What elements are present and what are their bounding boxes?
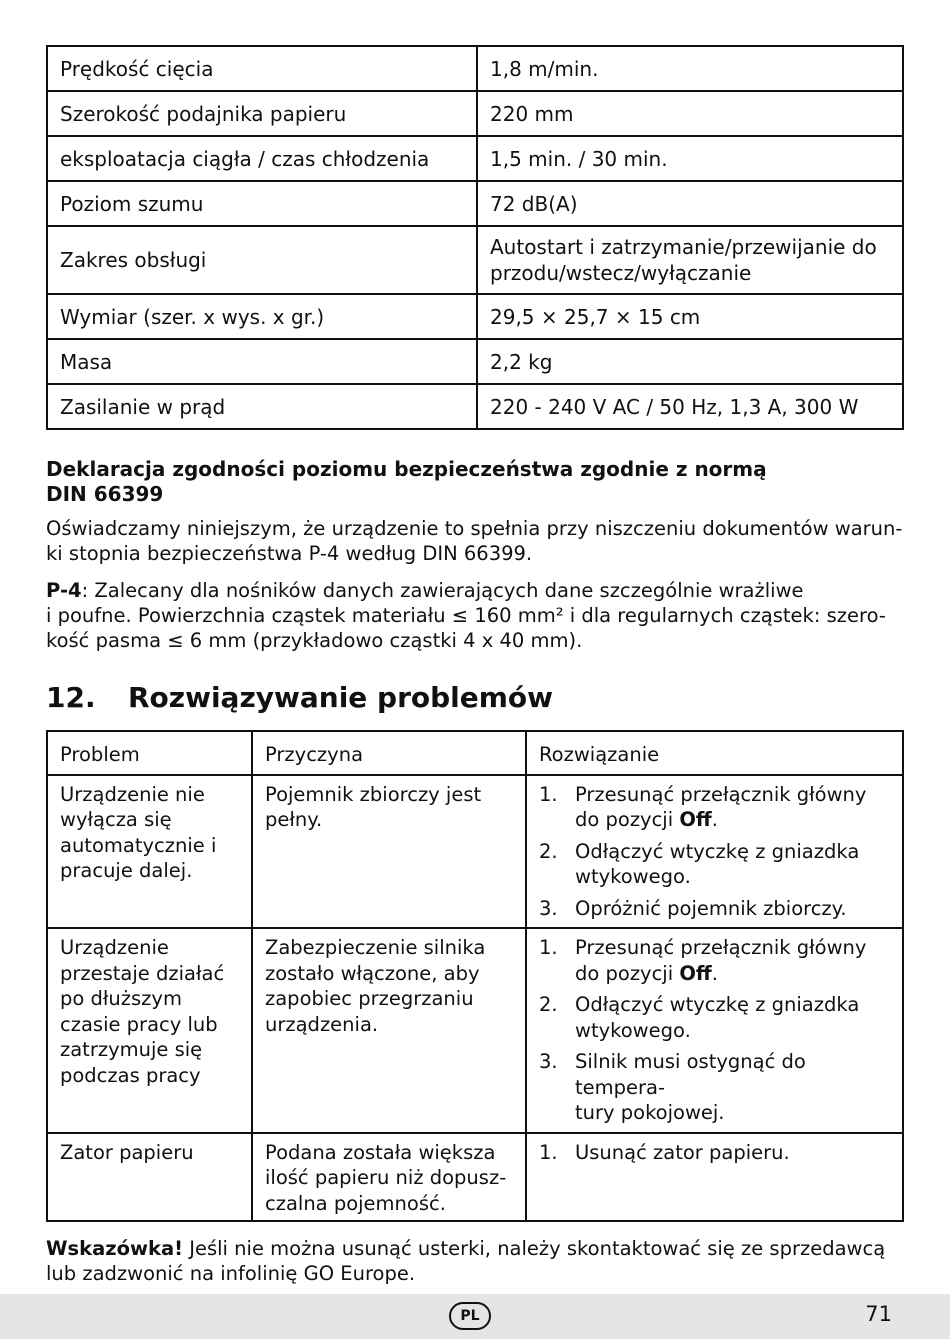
spec-row <box>47 136 903 181</box>
step-number: 1. <box>539 782 558 806</box>
spec-value: 220 - 240 V AC / 50 Hz, 1,3 A, 300 W <box>477 384 903 429</box>
paragraph-line: Oświadczamy niniejszym, że urządzenie to spełnia przy niszczeniu dokumentów warun- <box>46 517 903 540</box>
step-text: do pozycji <box>575 808 680 831</box>
paragraph-line: kość pasma ≤ 6 mm (przykładowo cząstki 4 x 40 mm). <box>46 629 583 652</box>
specifications-table <box>46 45 904 430</box>
step-text: . <box>711 961 718 985</box>
table-row <box>47 775 903 929</box>
cell-line: automatycznie i <box>60 833 217 857</box>
step-text: . <box>711 808 718 831</box>
cell-line: przestaje działać <box>60 961 225 985</box>
step-number: 1. <box>539 936 558 959</box>
spec-row <box>47 226 903 294</box>
hint-text: lub zadzwonić na infolinię GO Europe. <box>46 1262 416 1285</box>
troubleshooting-table <box>46 730 904 1222</box>
step-text: wtykowego. <box>575 865 691 888</box>
problem-cell <box>47 928 252 1133</box>
cell-line: zatrzymuje się <box>60 1038 203 1061</box>
solution-step <box>539 839 890 890</box>
cell-line: po dłuższym <box>60 987 182 1010</box>
spec-row <box>47 294 903 339</box>
paragraph-line: : Zalecany dla nośników danych zawierających dane szczególnie wrażliwe <box>81 579 804 602</box>
cell-line: Pojemnik zbiorczy jest <box>265 782 482 806</box>
language-badge: PL <box>449 1302 491 1330</box>
cell-line: podczas pracy <box>60 1063 201 1087</box>
cell-line: Urządzenie <box>60 936 169 959</box>
spec-row <box>47 339 903 384</box>
section-number: 12. <box>46 681 96 714</box>
paragraph-line: i poufne. Powierzchnia cząstek materiału ≤ 160 mm² i dla regularnych cząstek: szero- <box>46 604 886 627</box>
solution-steps <box>539 782 890 922</box>
step-text: tury pokojowej. <box>575 1101 725 1124</box>
spec-label: Masa <box>47 339 477 384</box>
spec-value: 1,5 min. / 30 min. <box>477 136 903 181</box>
spec-row <box>47 181 903 226</box>
step-text: Odłączyć wtyczkę z gniazdka <box>575 839 860 863</box>
spec-value: 29,5 × 25,7 × 15 cm <box>477 294 903 339</box>
cell-line: zostało włączone, aby <box>265 961 480 985</box>
step-number: 3. <box>539 1050 558 1073</box>
declaration-heading-line: DIN 66399 <box>46 482 164 506</box>
step-bold-text: Off <box>679 808 712 831</box>
cell-line: zapobiec przegrzaniu <box>265 987 474 1010</box>
header-cause: Przyczyna <box>252 731 526 775</box>
step-text: wtykowego. <box>575 1018 691 1042</box>
spec-value: 2,2 kg <box>477 339 903 384</box>
section-heading <box>46 678 906 718</box>
page-footer <box>0 1294 950 1339</box>
step-number: 1. <box>539 1140 558 1164</box>
spec-row <box>47 91 903 136</box>
cell-line: Urządzenie nie <box>60 782 205 806</box>
solution-cell <box>526 928 903 1133</box>
spec-label: Zakres obsługi <box>47 226 477 294</box>
page-number: 71 <box>865 1302 892 1326</box>
header-solution: Rozwiązanie <box>526 731 903 775</box>
problem-cell <box>47 775 252 929</box>
step-text: Silnik musi ostygnąć do tempera- <box>575 1050 806 1099</box>
cell-line: pracuje dalej. <box>60 859 193 882</box>
declaration-heading <box>46 457 906 507</box>
declaration-heading-line: Deklaracja zgodności poziomu bezpieczeństwa zgodnie z normą <box>46 457 767 481</box>
solution-step <box>539 782 890 833</box>
table-row <box>47 1133 903 1222</box>
step-text: Przesunąć przełącznik główny <box>575 782 867 806</box>
spec-label: Prędkość cięcia <box>47 46 477 91</box>
cell-line: Podana została większa <box>265 1140 496 1164</box>
cell-line: Zator papieru <box>60 1140 194 1164</box>
hint-text: Jeśli nie można usunąć usterki, należy skontaktować się ze sprzedawcą <box>183 1237 886 1260</box>
spec-value <box>477 226 903 294</box>
spec-value: 220 mm <box>477 91 903 136</box>
cause-cell <box>252 1133 526 1222</box>
p4-paragraph <box>46 578 906 653</box>
spec-label: Wymiar (szer. x wys. x gr.) <box>47 294 477 339</box>
solution-cell <box>526 1133 903 1222</box>
cause-cell <box>252 928 526 1133</box>
cell-line: pełny. <box>265 808 323 831</box>
declaration-paragraph <box>46 516 906 566</box>
solution-step <box>539 896 890 922</box>
step-text: Odłączyć wtyczkę z gniazdka <box>575 993 860 1016</box>
problem-cell <box>47 1133 252 1222</box>
step-text: Usunąć zator papieru. <box>575 1140 790 1164</box>
step-bold-text: Off <box>679 961 712 985</box>
spec-label: Poziom szumu <box>47 181 477 226</box>
hint-label: Wskazówka! <box>46 1237 184 1260</box>
header-problem: Problem <box>47 731 252 775</box>
hint-paragraph <box>46 1236 906 1286</box>
solution-cell <box>526 775 903 929</box>
spec-value: 1,8 m/min. <box>477 46 903 91</box>
solution-steps <box>539 1140 890 1166</box>
solution-steps <box>539 935 890 1126</box>
cell-line: urządzenia. <box>265 1012 379 1036</box>
paragraph-line: ki stopnia bezpieczeństwa P-4 według DIN 66399. <box>46 542 533 565</box>
p4-label: P-4 <box>46 579 82 602</box>
spec-label: Zasilanie w prąd <box>47 384 477 429</box>
solution-step <box>539 1140 890 1166</box>
cell-line: wyłącza się <box>60 808 172 831</box>
cell-line: czalna pojemność. <box>265 1191 446 1215</box>
solution-step <box>539 935 890 986</box>
spec-label: Szerokość podajnika papieru <box>47 91 477 136</box>
spec-value-line: przodu/wstecz/wyłączanie <box>490 261 752 285</box>
step-text: Przesunąć przełącznik główny <box>575 936 867 959</box>
spec-value: 72 dB(A) <box>477 181 903 226</box>
spec-row <box>47 46 903 91</box>
spec-value-line: Autostart i zatrzymanie/przewijanie do <box>490 235 877 259</box>
step-number: 2. <box>539 839 558 863</box>
table-header-row <box>47 731 903 775</box>
spec-row <box>47 384 903 429</box>
cause-cell <box>252 775 526 929</box>
table-row <box>47 928 903 1133</box>
step-number: 3. <box>539 896 558 920</box>
cell-line: czasie pracy lub <box>60 1012 218 1036</box>
solution-step <box>539 1049 890 1126</box>
cell-line: ilość papieru niż dopusz- <box>265 1166 507 1189</box>
solution-step <box>539 992 890 1043</box>
step-number: 2. <box>539 993 558 1016</box>
section-title: Rozwiązywanie problemów <box>128 681 554 714</box>
step-text: do pozycji <box>575 961 680 985</box>
step-text: Opróżnić pojemnik zbiorczy. <box>575 896 847 920</box>
cell-line: Zabezpieczenie silnika <box>265 936 486 959</box>
spec-label: eksploatacja ciągła / czas chłodzenia <box>47 136 477 181</box>
